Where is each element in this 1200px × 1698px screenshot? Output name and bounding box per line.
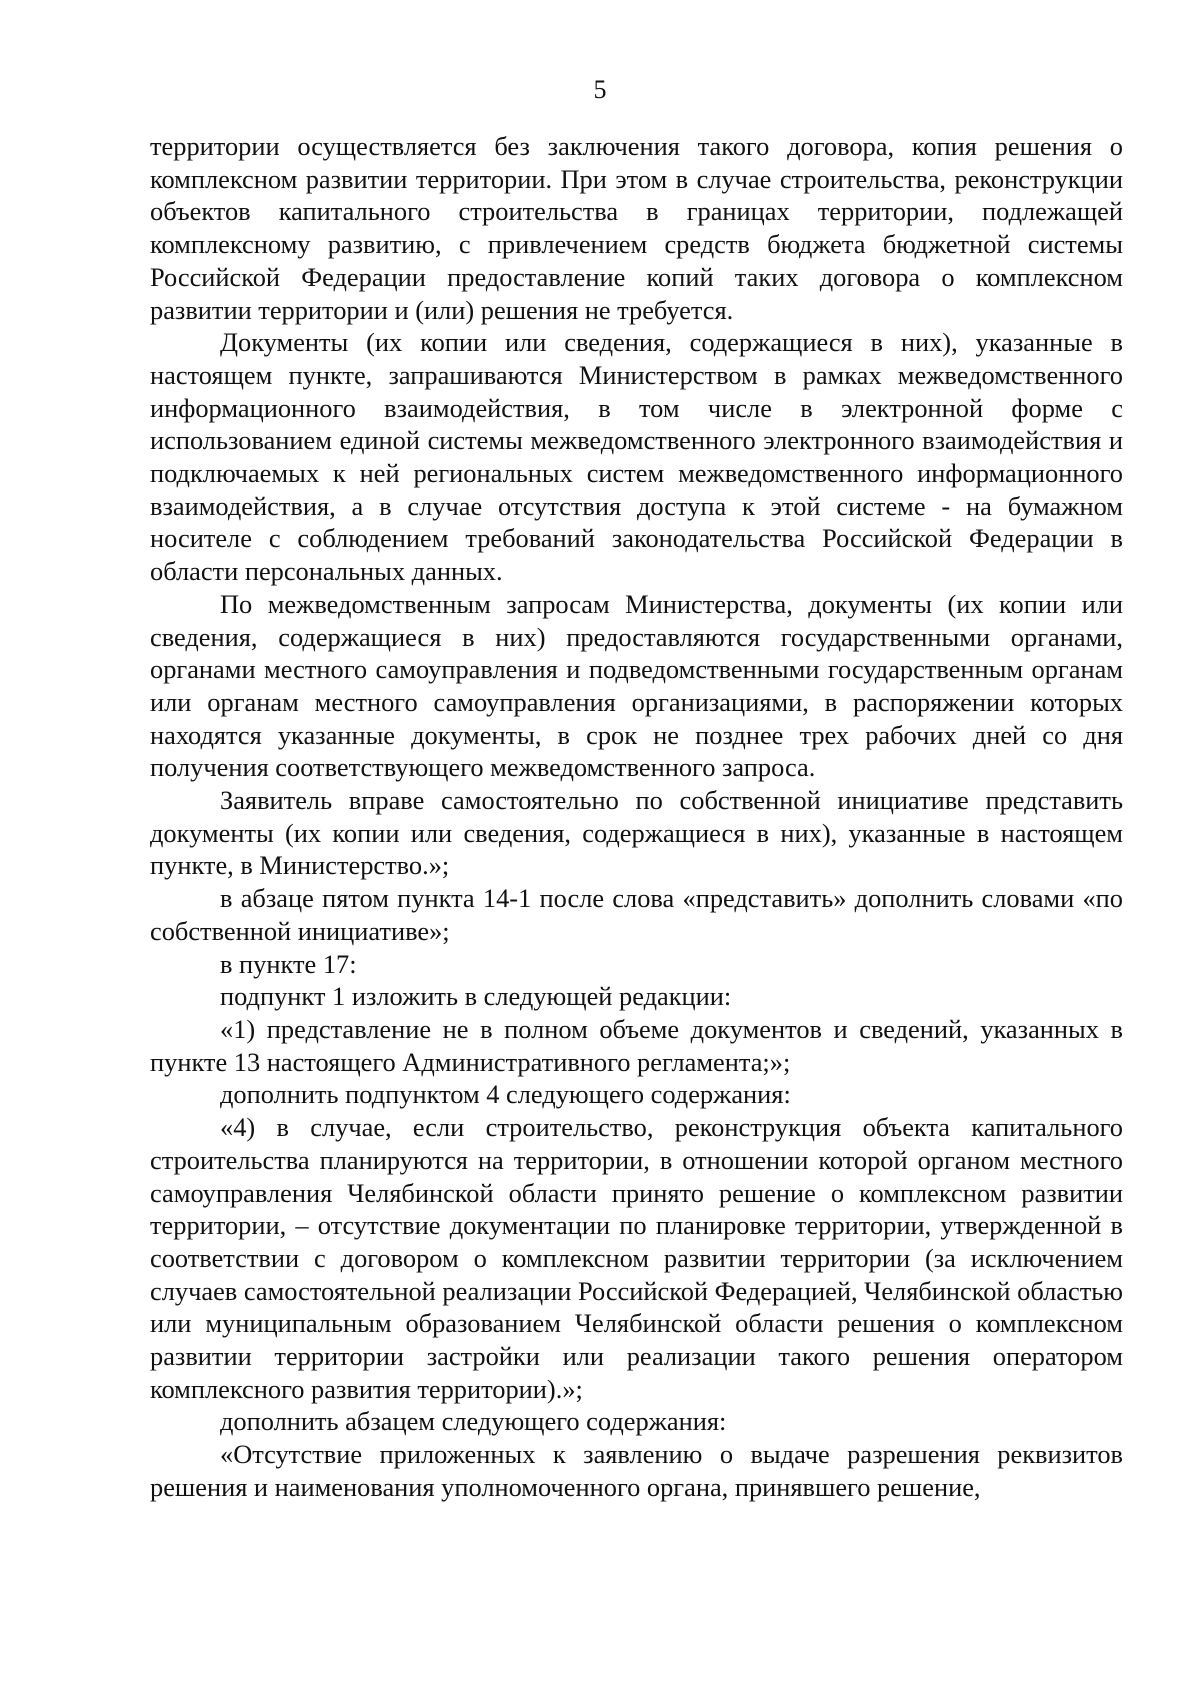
paragraph-continuation: территории осуществляется без заключения такого договора, копия решения о комплексном развитии территории. При этом в случае строительства, реконструкции объектов капитального строительства в границах территории, подлежащей комплексному развитию, с привлечением средств бюджета бюджетной системы Российской Федерации предоставление копий таких договора о комплексном развитии территории и (или) решения не требуется.: [150, 131, 1123, 325]
paragraph-new-paragraph-intro: дополнить абзацем следующего содержания:: [220, 1406, 727, 1437]
paragraph-subclause-4-text: «4) в случае, если строительство, реконструкция объекта капитального строительства планируются на территории, в отношении которой органом местного самоуправления Челябинской области принято решение о комплексном развитии территории, – отсутствие документации по планировке территории, утвержденной в соответствии с договором о комплексном развитии территории (за исключением случаев самостоятельной реализации Российской Федерацией, Челябинской областью или муниципальным образованием Челябинской области решения о комплексном развитии территории застройки или реализации такого решения оператором комплексного развития территории).»;: [150, 1112, 1123, 1404]
paragraph-subclause-4-intro: дополнить подпунктом 4 следующего содержания:: [220, 1079, 791, 1110]
paragraph-new-paragraph-text: «Отсутствие приложенных к заявлению о выдаче разрешения реквизитов решения и наименования уполномоченного органа, принявшего решение,: [150, 1439, 1123, 1502]
paragraph-applicant-right: Заявитель вправе самостоятельно по собственной инициативе представить документы (их копии или сведения, содержащиеся в них), указанные в настоящем пункте, в Министерство.»;: [150, 785, 1123, 881]
paragraph-interagency-requests: По межведомственным запросам Министерства, документы (их копии или сведения, содержащиеся в них) предоставляются государственными органами, органами местного самоуправления и подведомственными государственным органам или органам местного самоуправления организациями, в распоряжении которых находятся указанные документы, в срок не позднее трех рабочих дней со дня получения соответствующего межведомственного запроса.: [150, 588, 1123, 783]
paragraph-subclause-1-text: «1) представление не в полном объеме документов и сведений, указанных в пункте 13 настоящего Административного регламента;»;: [150, 1013, 1123, 1077]
paragraph-documents-request: Документы (их копии или сведения, содержащиеся в них), указанные в настоящем пункте, запрашиваются Министерством в рамках межведомственного информационного взаимодействия, в том числе в электронной форме с использованием единой системы межведомственного электронного взаимодействия и подключаемых к ней региональных систем межведомственного информационного взаимодействия, а в случае отсутствия доступа к этой системе - на бумажном носителе с соблюдением требований законодательства Российской Федерации в области персональных данных.: [150, 327, 1123, 587]
paragraph-amendment-14-1: в абзаце пятом пункта 14-1 после слова «представить» дополнить словами «по собственной инициативе»;: [150, 883, 1123, 946]
paragraph-clause-17: в пункте 17:: [220, 948, 357, 979]
document-body: [150, 130, 1123, 1504]
paragraph-subclause-1-intro: подпункт 1 изложить в следующей редакции:: [220, 981, 732, 1012]
page-number: 5: [593, 75, 607, 104]
